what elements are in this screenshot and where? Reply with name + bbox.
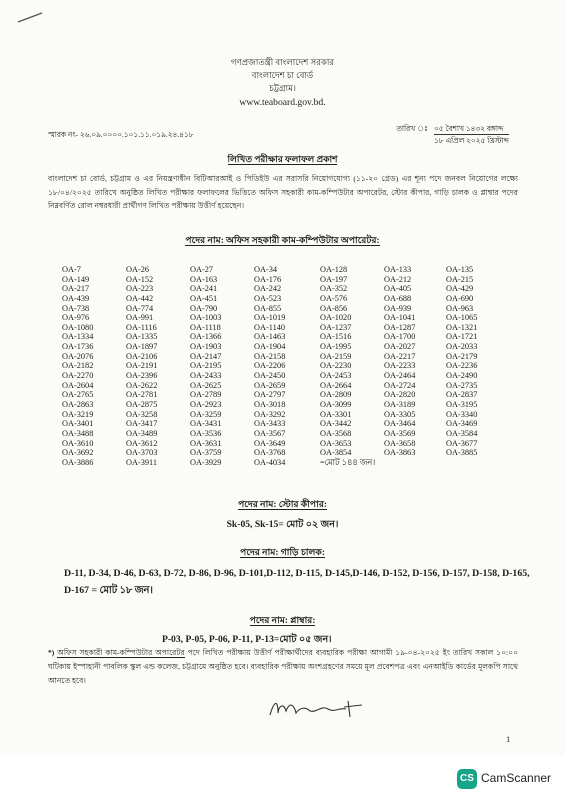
roll-number: OA-2158: [254, 351, 286, 361]
roll-number: OA-3653: [320, 438, 352, 448]
roll-number: OA-3886: [62, 457, 94, 467]
roll-number: OA-2433: [190, 371, 222, 381]
roll-number: OA-1736: [62, 342, 94, 352]
page-number: 1: [506, 734, 511, 744]
roll-number: OA-2159: [320, 351, 352, 361]
roll-number: OA-1903: [190, 342, 222, 352]
roll-number: OA-1019: [254, 313, 286, 323]
roll-number: OA-1237: [320, 322, 352, 332]
post-title-plumber: পদের নাম: প্লাম্বার:: [249, 615, 316, 625]
roll-number: OA-3464: [384, 419, 416, 429]
intro-paragraph: বাংলাদেশ চা বোর্ড, চট্টগ্রাম ও এর নিয়ন্ত্রণাধীন বিটিআরআই ও পিডিইউ এর সরাসরি নিয়োগযোগ্য (১১-২০ গ্রেড) এর শূন্য পদে জনবল নিয়োগের লক্ষ্যে ১৮/০৪/২০২৫ তারিখে অনুষ্ঠিত লিখিত পরীক্ষার ফলাফলের ভিত্তিতে অফিস সহকারী কাম-কম্পিউটার অপারেটর, স্টোর কীপার, গাড়ি চালক ও প্লাম্বার পদের নিম্নবর্ণিত রোল নম্বরধারী প্রার্থীগণ লিখিত পরীক্ষায় উত্তীর্ণ হয়েছেন।: [48, 174, 518, 210]
roll-number: OA-242: [254, 284, 282, 294]
roll-number: OA-3488: [62, 428, 94, 438]
roll-number: OA-1116: [126, 322, 157, 332]
roll-number: OA-1897: [126, 342, 158, 352]
roll-number: OA-1334: [62, 332, 94, 342]
roll-number: OA-2195: [190, 361, 222, 371]
roll-number: OA-1366: [190, 332, 222, 342]
roll-number: OA-3305: [384, 409, 416, 419]
date-english: ১৮ এপ্রিল ২০২৫ খ্রিস্টাব্দ: [434, 136, 509, 145]
roll-number: OA-3610: [62, 438, 94, 448]
roll-number: OA-352: [320, 284, 348, 294]
practical-exam-note: [48, 646, 518, 688]
roll-number: OA-3584: [446, 428, 478, 438]
roll-number: OA-442: [126, 293, 154, 303]
roll-number: OA-2147: [190, 351, 222, 361]
roll-number: OA-27: [190, 265, 214, 274]
roll-number: OA-3401: [62, 419, 94, 429]
roll-number: OA-429: [446, 284, 474, 294]
roll-column: [446, 265, 508, 458]
roll-number: OA-2659: [254, 380, 286, 390]
roll-number: OA-976: [62, 313, 90, 323]
roll-number: OA-3433: [254, 419, 286, 429]
roll-column: [254, 265, 316, 467]
camscanner-logo-icon: CS: [457, 769, 477, 789]
roll-number: OA-2236: [446, 361, 478, 371]
roll-number: OA-2604: [62, 380, 94, 390]
roll-number: OA-2837: [446, 390, 478, 400]
roll-number: OA-3612: [126, 438, 158, 448]
roll-number: OA-738: [62, 303, 90, 313]
roll-number: OA-3189: [384, 399, 416, 409]
roll-number: OA-3658: [384, 438, 416, 448]
roll-column: [62, 265, 124, 467]
header-website: www.teaboard.gov.bd.: [239, 97, 326, 108]
post-title-store-keeper: পদের নাম: স্টোর কীপার:: [238, 499, 327, 509]
roll-number: OA-405: [384, 284, 412, 294]
roll-number: OA-790: [190, 303, 218, 313]
roll-number: OA-2396: [126, 371, 158, 381]
note-text: পদে লিখিত পরীক্ষায় উত্তীর্ণ পরীক্ষার্থীদের ব্যবহারিক পরীক্ষা আগামী ১৯-০৪-২০২৫ ইং তারিখ সকাল ১০:০০ ঘটিকায় ইস্পাহানী পাবলিক স্কুল এন্ড কলেজ, চট্টগ্রামে অনুষ্ঠিত হবে। ব্যবহারিক পরীক্ষায় অংশগ্রহণের সময়ে মূল প্রবেশপত্র এবং এনআইডি কার্ডের মূলকপি সাথে আনতে হবে।: [48, 648, 519, 685]
roll-number: OA-149: [62, 274, 90, 284]
roll-number: OA-2923: [190, 399, 222, 409]
roll-number: OA-2106: [126, 351, 158, 361]
result-title: লিখিত পরীক্ষার ফলাফল প্রকাশ: [227, 154, 338, 164]
roll-number: OA-2781: [126, 390, 158, 400]
signature-icon: [266, 695, 376, 723]
roll-number: OA-3885: [446, 448, 478, 458]
roll-number: OA-241: [190, 284, 218, 294]
roll-number: OA-2622: [126, 380, 158, 390]
roll-number: OA-2765: [62, 390, 94, 400]
roll-column: [190, 265, 252, 467]
roll-number: OA-3469: [446, 419, 478, 429]
roll-number: OA-855: [254, 303, 282, 313]
roll-number: OA-2450: [254, 371, 286, 381]
post-title-driver: পদের নাম: গাড়ি চালক:: [240, 547, 325, 557]
roll-number: OA-3258: [126, 409, 158, 419]
roll-number: OA-856: [320, 303, 348, 313]
roll-number: OA-439: [62, 293, 90, 303]
date-bangla: ০৫ বৈশাখ ১৪৩২ বঙ্গাব্দ: [434, 123, 509, 135]
roll-number: OA-1463: [254, 332, 286, 342]
roll-number: OA-3301: [320, 409, 352, 419]
roll-number: OA-1080: [62, 322, 94, 332]
roll-number: OA-2206: [254, 361, 286, 371]
roll-number: OA-3442: [320, 419, 352, 429]
roll-number: OA-217: [62, 284, 90, 294]
roll-number: OA-128: [320, 265, 348, 274]
roll-number: OA-2875: [126, 399, 158, 409]
roll-number: OA-2797: [254, 390, 286, 400]
roll-number: OA-2217: [384, 351, 416, 361]
roll-number: OA-2076: [62, 351, 94, 361]
roll-number: OA-576: [320, 293, 348, 303]
roll-number: OA-26: [126, 265, 150, 274]
roll-number: OA-2724: [384, 380, 416, 390]
roll-number: OA-523: [254, 293, 282, 303]
roll-number: OA-3863: [384, 448, 416, 458]
roll-number: OA-4034: [254, 457, 286, 467]
roll-number: OA-2490: [446, 371, 478, 381]
roll-number: OA-3489: [126, 428, 158, 438]
roll-number: OA-1700: [384, 332, 416, 342]
roll-number: OA-3759: [190, 448, 222, 458]
roll-column: [126, 265, 188, 467]
roll-number: OA-3292: [254, 409, 286, 419]
roll-number: OA-3569: [384, 428, 416, 438]
roll-number: OA-1020: [320, 313, 352, 323]
roll-number: OA-2191: [126, 361, 158, 371]
roll-number: OA-3768: [254, 448, 286, 458]
roll-number: OA-2664: [320, 380, 352, 390]
roll-number: OA-1140: [254, 322, 286, 332]
roll-number: OA-3536: [190, 428, 222, 438]
roll-number: OA-2863: [62, 399, 94, 409]
roll-number: OA-3631: [190, 438, 222, 448]
roll-number: OA-197: [320, 274, 348, 284]
roll-number: OA-1995: [320, 342, 352, 352]
header-govt: গণপ্রজাতন্ত্রী বাংলাদেশ সরকার: [230, 57, 335, 67]
roll-number: OA-163: [190, 274, 218, 284]
roll-number: OA-1287: [384, 322, 416, 332]
roll-number: OA-1003: [190, 313, 222, 323]
roll-number: OA-939: [384, 303, 412, 313]
camscanner-label: CamScanner: [481, 771, 552, 785]
roll-number: OA-3929: [190, 457, 222, 467]
roll-number: OA-451: [190, 293, 218, 303]
roll-number: OA-2453: [320, 371, 352, 381]
roll-number: OA-1041: [384, 313, 416, 323]
store-keeper-rolls: Sk-05, Sk-15= মোট ০২ জন।: [226, 519, 339, 530]
roll-number: OA-7: [62, 265, 81, 274]
note-marker: *): [48, 648, 55, 657]
roll-number: OA-1065: [446, 313, 478, 323]
header-city: চট্টগ্রাম।: [269, 83, 296, 93]
roll-number: OA-133: [384, 265, 412, 274]
roll-number: OA-2233: [384, 361, 416, 371]
roll-number: OA-3567: [254, 428, 286, 438]
roll-number: OA-2464: [384, 371, 416, 381]
roll-number: OA-3854: [320, 448, 352, 458]
roll-number: OA-2179: [446, 351, 478, 361]
roll-number: OA-1118: [190, 322, 221, 332]
plumber-rolls: P-03, P-05, P-06, P-11, P-13=মোট ০৫ জন।: [162, 634, 332, 645]
roll-number: OA-176: [254, 274, 282, 284]
roll-number: OA-1904: [254, 342, 286, 352]
roll-number: OA-3340: [446, 409, 478, 419]
memo-reference: স্মারক নং- ২৬.০৯.০০০০.১০১.১১.০১৯.২৪.৪১৮: [48, 130, 194, 139]
roll-number: OA-3018: [254, 399, 286, 409]
roll-number: OA-963: [446, 303, 474, 313]
roll-number: OA-212: [384, 274, 412, 284]
roll-number: OA-215: [446, 274, 474, 284]
roll-number: =মোট ১৪৪ জন।: [320, 457, 376, 467]
roll-number: OA-3703: [126, 448, 158, 458]
roll-number: OA-1335: [126, 332, 158, 342]
roll-number: OA-2809: [320, 390, 352, 400]
roll-number: OA-3911: [126, 457, 158, 467]
roll-number: OA-2182: [62, 361, 94, 371]
note-highlight: অফিস সহকারী কাম-কম্পিউটার অপারেটর: [57, 648, 185, 657]
roll-number: OA-688: [384, 293, 412, 303]
roll-number: OA-223: [126, 284, 154, 294]
roll-number: OA-2789: [190, 390, 222, 400]
roll-number: OA-2230: [320, 361, 352, 371]
roll-number: OA-2735: [446, 380, 478, 390]
roll-number: OA-1721: [446, 332, 478, 342]
memo-date: [396, 123, 509, 146]
roll-number: OA-774: [126, 303, 154, 313]
header-org: বাংলাদেশ চা বোর্ড: [251, 70, 314, 80]
roll-number: OA-2625: [190, 380, 222, 390]
roll-number: OA-152: [126, 274, 154, 284]
pen-mark-icon: [16, 10, 46, 24]
roll-number: OA-3568: [320, 428, 352, 438]
roll-number: OA-3692: [62, 448, 94, 458]
roll-number: OA-3649: [254, 438, 286, 448]
roll-number: OA-3195: [446, 399, 478, 409]
roll-number: OA-2027: [384, 342, 416, 352]
date-label: তারিখ ঃ: [396, 124, 428, 133]
roll-number: OA-2270: [62, 371, 94, 381]
roll-number: OA-1321: [446, 322, 478, 332]
roll-column: [384, 265, 446, 458]
roll-number: OA-135: [446, 265, 474, 274]
driver-rolls: D-11, D-34, D-46, D-63, D-72, D-86, D-96, D-101,D-112, D-115, D-145,D-146, D-152, D-156, D-157, D-158, D-165, D-167 = মোট ১৮ জন।: [64, 568, 530, 596]
roll-number: OA-3099: [320, 399, 352, 409]
roll-number: OA-3259: [190, 409, 222, 419]
roll-number: OA-1516: [320, 332, 352, 342]
roll-number: OA-2033: [446, 342, 478, 352]
roll-number: OA-3417: [126, 419, 158, 429]
roll-number: OA-3431: [190, 419, 222, 429]
post-title-office-assistant: পদের নাম: অফিস সহকারী কাম-কম্পিউটার অপারেটর:: [185, 235, 380, 245]
roll-number: OA-3219: [62, 409, 94, 419]
roll-column: [320, 265, 382, 467]
roll-number: OA-690: [446, 293, 474, 303]
roll-number: OA-34: [254, 265, 278, 274]
roll-number: OA-991: [126, 313, 154, 323]
roll-number: OA-3677: [446, 438, 478, 448]
roll-number: OA-2820: [384, 390, 416, 400]
